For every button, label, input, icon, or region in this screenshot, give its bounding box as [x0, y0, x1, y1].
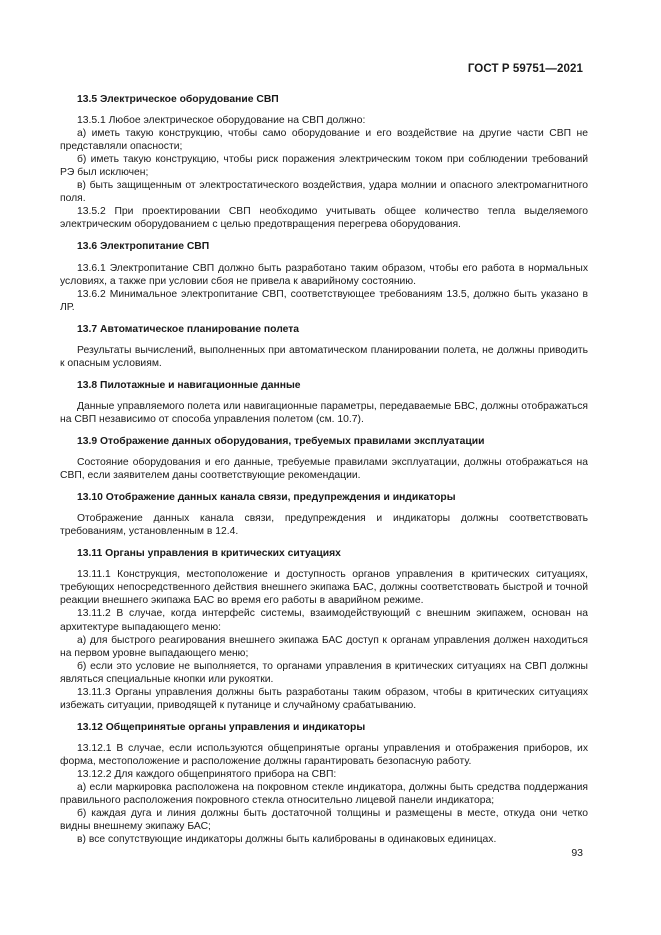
- paragraph: Результаты вычислений, выполненных при автоматическом планировании полета, не должны приводить к опасным условиям.: [60, 344, 588, 369]
- section-heading: 13.6 Электропитание СВП: [77, 241, 210, 253]
- paragraph: 13.12.1 В случае, если используются общепринятые органы управления и отображения приборов, их форма, местоположение и расположение должны гарантировать безопасную работу.: [60, 742, 588, 767]
- page-number: 93: [571, 847, 583, 859]
- paragraph: 13.11.2 В случае, когда интерфейс системы, взаимодействующий с внешним экипажем, основан на архитектуре выпадающего меню:: [60, 608, 588, 633]
- paragraph: Отображение данных канала связи, предупреждения и индикаторы должны соответствовать требованиям, установленным в 12.4.: [60, 513, 588, 538]
- section: [60, 721, 588, 846]
- section: [60, 240, 588, 313]
- section-heading: 13.10 Отображение данных канала связи, предупреждения и индикаторы: [77, 492, 456, 504]
- paragraph: а) иметь такую конструкцию, чтобы само оборудование и его воздействие на другие части СВП не представляли опасности;: [60, 128, 588, 153]
- paragraph: б) каждая дуга и линия должны быть достаточной толщины и размещены в месте, откуда они четко видны внешнему экипажу БАС;: [60, 808, 588, 833]
- standard-designation: ГОСТ Р 59751—2021: [467, 63, 583, 75]
- paragraph: 13.12.2 Для каждого общепринятого прибора на СВП:: [77, 768, 337, 780]
- paragraph: б) если это условие не выполняется, то органами управления в критических ситуациях на СВП должны являться специальные кнопки или рукоятки.: [60, 660, 588, 685]
- section: [60, 491, 588, 538]
- paragraph: в) все сопутствующие индикаторы должны быть калиброваны в одинаковых единицах.: [77, 834, 497, 846]
- paragraph: 13.6.2 Минимальное электропитание СВП, соответствующее требованиям 13.5, должно быть указано в ЛР.: [60, 288, 588, 313]
- paragraph: а) если маркировка расположена на покровном стекле индикатора, должны быть средства поддержания правильного расположения покровного стекла относительно лицевой панели индикатора;: [60, 782, 588, 807]
- section-heading: 13.5 Электрическое оборудование СВП: [77, 94, 279, 105]
- paragraph: 13.5.2 При проектировании СВП необходимо учитывать общее количество тепла выделяемого электрическим оборудованием с целью предотвращения перегрева оборудования.: [60, 206, 588, 231]
- paragraph: 13.6.1 Электропитание СВП должно быть разработано таким образом, чтобы его работа в нормальных условиях, а также при условии сбоя не привела к аварийному состоянию.: [60, 262, 588, 287]
- section: [60, 435, 588, 482]
- section: [60, 93, 588, 231]
- paragraph: Данные управляемого полета или навигационные параметры, передаваемые БВС, должны отображаться на СВП независимо от способа управления полетом (см. 10.7).: [60, 400, 588, 425]
- paragraph: Состояние оборудования и его данные, требуемые правилами эксплуатации, должны отображаться на СВП, если заявителем даны соответствующие рекомендации.: [60, 457, 588, 482]
- paragraph: а) для быстрого реагирования внешнего экипажа БАС доступ к органам управления должен находиться на первом уровне выпадающего меню;: [60, 634, 588, 659]
- section-heading: 13.7 Автоматическое планирование полета: [77, 323, 300, 335]
- paragraph: б) иметь такую конструкцию, чтобы риск поражения электрическим током при соблюдении требований РЭ был исключен;: [60, 154, 588, 179]
- section: [60, 547, 588, 712]
- section: [60, 379, 588, 426]
- section: [60, 323, 588, 370]
- section-heading: 13.9 Отображение данных оборудования, требуемых правилами эксплуатации: [77, 435, 485, 447]
- paragraph: 13.11.3 Органы управления должны быть разработаны таким образом, чтобы в критических ситуациях избежать ситуации, приводящей к путанице и случайному срабатыванию.: [60, 686, 588, 711]
- section-heading: 13.8 Пилотажные и навигационные данные: [77, 379, 301, 391]
- paragraph: 13.5.1 Любое электрическое оборудование на СВП должно:: [77, 115, 366, 127]
- paragraph: в) быть защищенным от электростатического воздействия, удара молнии и опасного электромагнитного поля.: [60, 180, 588, 205]
- section-heading: 13.11 Органы управления в критических ситуациях: [77, 548, 341, 560]
- document-body: [60, 93, 588, 855]
- section-heading: 13.12 Общепринятые органы управления и индикаторы: [77, 721, 366, 733]
- paragraph: 13.11.1 Конструкция, местоположение и доступность органов управления в критических ситуациях, требующих непосредственного действия внешнего экипажа БАС, должны соответствовать быстрой и точной реакции внешнего экипажа БАС во время его работы в аварийном режиме.: [60, 569, 588, 607]
